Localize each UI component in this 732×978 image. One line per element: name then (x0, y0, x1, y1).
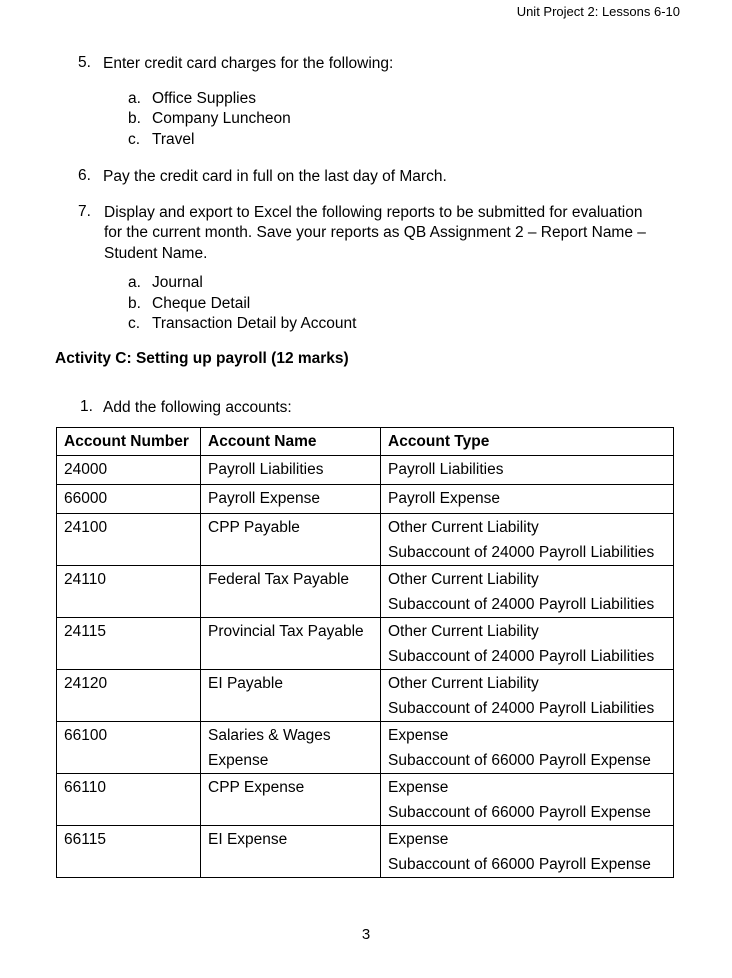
account-number-cell: 66000 (57, 485, 201, 514)
step-number: 7. (78, 203, 91, 220)
account-number-cell: 24110 (57, 566, 201, 618)
page-number: 3 (361, 926, 371, 943)
account-name-cell: CPP Payable (201, 514, 381, 566)
page-header: Unit Project 2: Lessons 6-10 (516, 4, 680, 19)
account-type-subline: Subaccount of 66000 Payroll Expense (388, 856, 651, 873)
account-name-cell: EI Payable (201, 670, 381, 722)
table-header-row (57, 428, 674, 456)
column-header-account-name: Account Name (201, 428, 381, 456)
sub-letter: c. (128, 131, 141, 148)
account-type-line: Other Current Liability (388, 519, 539, 536)
account-name-cell (201, 722, 381, 774)
account-type-line: Other Current Liability (388, 623, 539, 640)
account-type-subline: Subaccount of 66000 Payroll Expense (388, 804, 651, 821)
account-name-cell: EI Expense (201, 826, 381, 878)
step-number: 1. (80, 398, 93, 415)
account-name-line: Salaries & Wages (208, 727, 331, 744)
step-text-line: Display and export to Excel the following reports to be submitted for evaluation (104, 204, 643, 221)
step-text: Add the following accounts: (103, 399, 292, 416)
sub-item: Journal (152, 274, 203, 291)
activity-heading: Activity C: Setting up payroll (12 marks) (55, 350, 349, 367)
account-number-cell: 24000 (57, 456, 201, 485)
table-row (57, 618, 674, 670)
step-text-line: Student Name. (104, 245, 208, 262)
step-text-line: for the current month. Save your reports as QB Assignment 2 – Report Name – (104, 224, 646, 241)
account-type-subline: Subaccount of 66000 Payroll Expense (388, 752, 651, 769)
account-name-cell: Provincial Tax Payable (201, 618, 381, 670)
step-text: Pay the credit card in full on the last day of March. (103, 168, 447, 185)
sub-letter: b. (128, 110, 141, 127)
accounts-table (56, 427, 674, 878)
column-header-account-type: Account Type (381, 428, 674, 456)
step-number: 6. (78, 167, 91, 184)
step-text: Enter credit card charges for the following: (103, 55, 394, 72)
account-type-subline: Subaccount of 24000 Payroll Liabilities (388, 596, 655, 613)
account-number-cell: 24115 (57, 618, 201, 670)
account-type-subline: Subaccount of 24000 Payroll Liabilities (388, 544, 655, 561)
sub-letter: b. (128, 295, 141, 312)
sub-item: Transaction Detail by Account (152, 315, 357, 332)
account-type-cell (381, 514, 674, 566)
account-type-subline: Subaccount of 24000 Payroll Liabilities (388, 700, 655, 717)
account-type-cell (381, 774, 674, 826)
table-row (57, 722, 674, 774)
account-name-cell: CPP Expense (201, 774, 381, 826)
table-row (57, 566, 674, 618)
account-type-cell (381, 722, 674, 774)
account-type-cell (381, 670, 674, 722)
account-type-cell: Payroll Liabilities (381, 456, 674, 485)
table-row (57, 456, 674, 485)
sub-letter: a. (128, 90, 141, 107)
account-type-cell (381, 826, 674, 878)
sub-item: Company Luncheon (152, 110, 291, 127)
account-number-cell: 24120 (57, 670, 201, 722)
account-type-cell (381, 618, 674, 670)
account-type-line: Expense (388, 779, 449, 796)
account-type-cell (381, 566, 674, 618)
account-type-line: Expense (388, 831, 449, 848)
sub-letter: c. (128, 315, 141, 332)
account-name-cell: Federal Tax Payable (201, 566, 381, 618)
step-number: 5. (78, 54, 91, 71)
sub-letter: a. (128, 274, 141, 291)
sub-item: Travel (152, 131, 195, 148)
account-number-cell: 66100 (57, 722, 201, 774)
account-name-line: Expense (208, 752, 269, 769)
account-name-cell: Payroll Liabilities (201, 456, 381, 485)
account-type-line: Other Current Liability (388, 571, 539, 588)
account-number-cell: 66110 (57, 774, 201, 826)
account-number-cell: 24100 (57, 514, 201, 566)
table-row (57, 774, 674, 826)
account-name-cell: Payroll Expense (201, 485, 381, 514)
account-type-cell: Payroll Expense (381, 485, 674, 514)
table-row (57, 670, 674, 722)
table-row (57, 514, 674, 566)
account-type-line: Other Current Liability (388, 675, 539, 692)
account-type-line: Expense (388, 727, 449, 744)
table-row (57, 826, 674, 878)
sub-item: Cheque Detail (152, 295, 251, 312)
account-number-cell: 66115 (57, 826, 201, 878)
table-row (57, 485, 674, 514)
column-header-account-number: Account Number (57, 428, 201, 456)
account-type-subline: Subaccount of 24000 Payroll Liabilities (388, 648, 655, 665)
sub-item: Office Supplies (152, 90, 256, 107)
